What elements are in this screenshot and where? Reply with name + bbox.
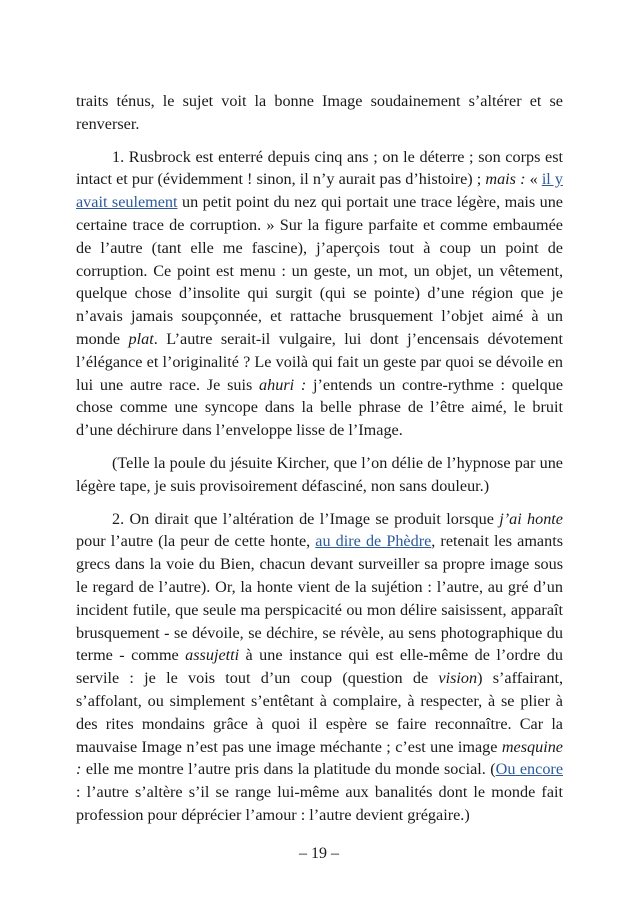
text-span: un petit point du nez qui portait une trace légère, mais une certaine trace de corruption. » Sur la figure parfaite et comme embaumée de l’autre (tant elle me fascine), j’aperçois tout à coup un point de corruption. Ce point est menu : un geste, un mot, un objet, un vêtement, quelque chose d’insolite qui surgit (qui se pointe) d’une région que je n’avais jamais soupçonnée, et rattache brusquement l’objet aimé à un monde bbox=[76, 193, 563, 348]
page-body bbox=[76, 90, 563, 837]
link-il-y-avait-seulement[interactable]: il y avait seulement bbox=[76, 170, 564, 212]
italic-text: mais : bbox=[485, 170, 526, 189]
italic-text: mesquine : bbox=[76, 737, 563, 779]
link-ou-encore[interactable]: Ou encore bbox=[495, 760, 563, 779]
text-span: elle me montre l’autre pris dans la platitude du monde social. ( bbox=[81, 760, 496, 779]
link-au-dire-de-phedre[interactable]: au dire de Phèdre bbox=[315, 532, 432, 551]
italic-text: ahuri : bbox=[259, 375, 307, 394]
italic-text: j’ai honte bbox=[499, 509, 563, 528]
italic-text: plat bbox=[128, 329, 154, 348]
paragraph-kircher bbox=[76, 452, 563, 498]
paragraph-honte bbox=[76, 508, 563, 827]
text-span: ) s’affairant, s’affolant, ou simplement s’entêtant à complaire, à respecter, à se plier à des rites mondains grâce à quoi il espère se faire reconnaître. Car la mauvaise Image n’est pas une image méchante ; c’est une image bbox=[76, 669, 564, 756]
page-number: – 19 – bbox=[299, 845, 339, 862]
text-span: (Telle la poule du jésuite Kircher, que l’on délie de l’hypnose par une légère tape, je suis provisoirement défasciné, non sans douleur.) bbox=[76, 453, 563, 495]
text-span: , retenait les amants grecs dans la voie du Bien, chacun devant surveiller sa propre image sous le regard de l’autre). Or, la honte vient de la sujétion : l’autre, au gré d’un incident futile, que seule ma perspicacité ou mon délire saisissent, apparaît brusquement - se dévoile, se déchire, se révèle, au sens photographique du terme - comme bbox=[76, 532, 563, 665]
text-span: . L’autre serait-il vulgaire, lui dont j’encensais dévotement l’élégance et l’originalité ? Le voilà qui fait un geste par quoi se dévoile en lui une autre race. Je suis bbox=[76, 329, 563, 394]
text-span: à une instance qui est elle-même de l’ordre du servile : je le vois tout d’un coup (question de bbox=[76, 646, 563, 688]
text-span: j’entends un contre-rythme : quelque chose comme une syncope dans la belle phrase de l’être aimé, le bruit d’une déchirure dans l’enveloppe lisse de l’Image. bbox=[76, 375, 564, 440]
text-span: : l’autre s’altère s’il se range lui-même aux banalités dont le monde fait profession pour déprécier l’amour : l’autre devient grégaire.) bbox=[76, 783, 563, 824]
paragraph-rusbrock bbox=[76, 146, 563, 442]
paragraph-continued bbox=[76, 90, 563, 136]
text-span: 2. On dirait que l’altération de l’Image se produit lorsque bbox=[112, 509, 500, 528]
italic-text: vision bbox=[438, 669, 478, 688]
italic-text: assujetti bbox=[185, 646, 240, 665]
text-span: traits ténus, le sujet voit la bonne Image soudainement s’altérer et se renverser. bbox=[76, 92, 563, 133]
text-span: 1. Rusbrock est enterré depuis cinq ans ; on le déterre ; son corps est intact et pur (évidemment ! sinon, il n’y aurait pas d’histoire) ; bbox=[76, 147, 563, 189]
text-span: pour l’autre (la peur de cette honte, bbox=[76, 532, 316, 551]
text-span: « bbox=[525, 170, 542, 189]
